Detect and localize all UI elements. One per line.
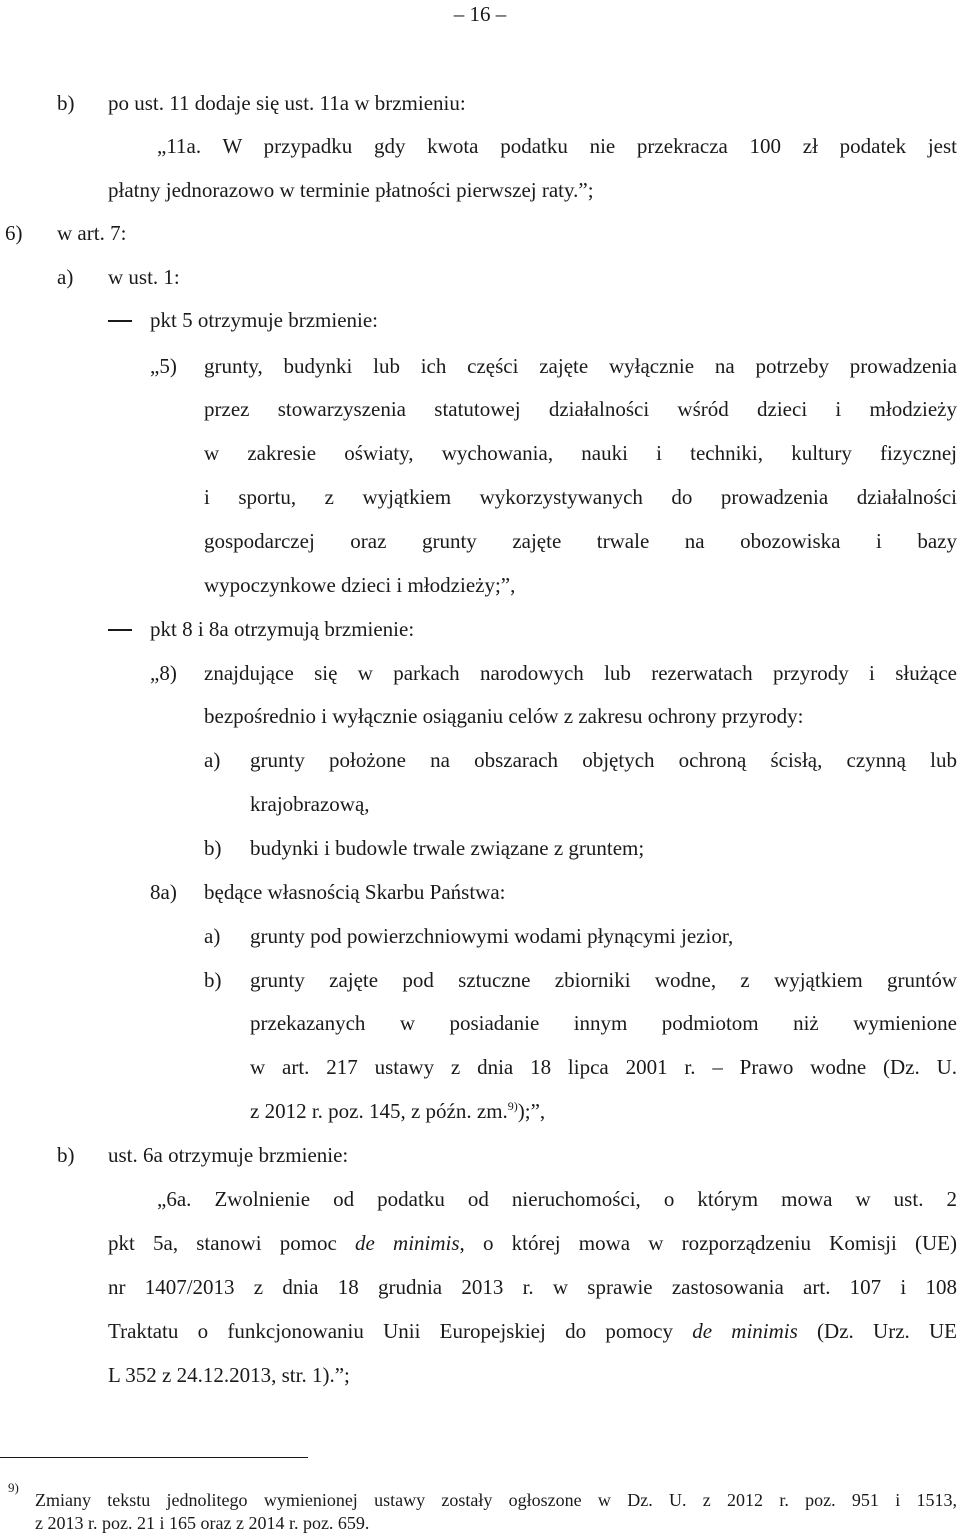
point-8a-sublabel: a) [204, 748, 221, 772]
point-8a-label: 8a) [150, 880, 177, 904]
point-8a-b-subline4-end: );”, [517, 1099, 546, 1123]
quote-6a-line3: nr 1407/2013 z dnia 18 grudnia 2013 r. w sprawie zastosowania art. 107 i 108 [108, 1275, 957, 1299]
dash-marker [108, 629, 132, 631]
point-5-label: „5) [150, 354, 177, 378]
footnote-line1: Zmiany tekstu jednolitego wymienionej ustawy zostały ogłoszone w Dz. U. z 2012 r. poz. 951 i 1513, [35, 1490, 957, 1510]
item-text-b2: ust. 6a otrzymuje brzmienie: [108, 1143, 349, 1167]
dash-marker [108, 320, 132, 322]
footnote-mark: 9) [8, 1480, 19, 1495]
quote-6a-line4-italic: de minimis [692, 1319, 798, 1343]
item-text-b: po ust. 11 dodaje się ust. 11a w brzmieniu: [108, 91, 466, 115]
footnote-reference[interactable]: 9) [507, 1099, 518, 1113]
item-text-a: w ust. 1: [108, 265, 180, 289]
point-8b-sublabel: b) [204, 836, 222, 860]
quote-11a-line1: „11a. W przypadku gdy kwota podatku nie przekracza 100 zł podatek jest [157, 134, 957, 158]
item-label-6: 6) [5, 221, 23, 245]
item-label-b: b) [57, 91, 75, 115]
point-5-line4: i sportu, z wyjątkiem wykorzystywanych do prowadzenia działalności [204, 485, 957, 509]
quote-6a-line2-b: , o której mowa w rozporządzeniu Komisji (UE) [459, 1231, 957, 1255]
point-5-line6: wypoczynkowe dzieci i młodzieży;”, [204, 573, 516, 597]
point-8a-a-subline1: grunty pod powierzchniowymi wodami płynącymi jezior, [250, 924, 734, 948]
point-8a-b-subline4-text: z 2012 r. poz. 145, z późn. zm. [250, 1099, 508, 1123]
dash-item-pkt8: pkt 8 i 8a otrzymują brzmienie: [150, 617, 415, 641]
quote-6a-line2 [108, 1230, 957, 1256]
point-8-line1: znajdujące się w parkach narodowych lub rezerwatach przyrody i służące [204, 661, 957, 685]
point-8a-b-subline3: w art. 217 ustawy z dnia 18 lipca 2001 r. – Prawo wodne (Dz. U. [250, 1055, 957, 1079]
item-label-b2: b) [57, 1143, 75, 1167]
footnote-separator [0, 1457, 308, 1458]
item-label-a: a) [57, 265, 74, 289]
point-5-line3: w zakresie oświaty, wychowania, nauki i techniki, kultury fizycznej [204, 441, 957, 465]
quote-6a-line2-italic: de minimis [355, 1231, 460, 1255]
quote-6a-line4-b: (Dz. Urz. UE [797, 1319, 958, 1343]
point-8a-line1: będące własnością Skarbu Państwa: [204, 880, 506, 904]
point-8a-b-sublabel: b) [204, 968, 222, 992]
point-8-line2: bezpośrednio i wyłącznie osiąganiu celów z zakresu ochrony przyrody: [204, 704, 804, 728]
point-5-line5: gospodarczej oraz grunty zajęte trwale na obozowiska i bazy [204, 529, 957, 553]
dash-item-pkt5: pkt 5 otrzymuje brzmienie: [150, 308, 379, 332]
quote-6a-line4 [108, 1318, 957, 1344]
page-number: – 16 – [453, 2, 507, 26]
point-5-line2: przez stowarzyszenia statutowej działalności wśród dzieci i młodzieży [204, 397, 957, 421]
quote-6a-line1: „6a. Zwolnienie od podatku od nieruchomości, o którym mowa w ust. 2 [157, 1187, 957, 1211]
point-5-line1: grunty, budynki lub ich części zajęte wyłącznie na potrzeby prowadzenia [204, 354, 957, 378]
point-8a-b-subline4 [250, 1098, 545, 1124]
point-8a-subline1: grunty położone na obszarach objętych ochroną ścisłą, czynną lub [250, 748, 957, 772]
quote-11a-line2: płatny jednorazowo w terminie płatności pierwszej raty.”; [108, 178, 594, 202]
point-8a-b-subline1: grunty zajęte pod sztuczne zbiorniki wodne, z wyjątkiem gruntów [250, 968, 957, 992]
footnote-line2: z 2013 r. poz. 21 i 165 oraz z 2014 r. poz. 659. [35, 1513, 370, 1533]
quote-6a-line5: L 352 z 24.12.2013, str. 1).”; [108, 1363, 350, 1387]
point-8b-subline1: budynki i budowle trwale związane z gruntem; [250, 836, 645, 860]
quote-6a-line4-a: Traktatu o funkcjonowaniu Unii Europejskiej do pomocy [108, 1319, 693, 1343]
item-text-6: w art. 7: [57, 221, 127, 245]
point-8-label: „8) [150, 661, 177, 685]
point-8a-subline2: krajobrazową, [250, 792, 370, 816]
quote-6a-line2-a: pkt 5a, stanowi pomoc [108, 1231, 356, 1255]
point-8a-a-sublabel: a) [204, 924, 221, 948]
point-8a-b-subline2: przekazanych w posiadanie innym podmiotom niż wymienione [250, 1011, 957, 1035]
